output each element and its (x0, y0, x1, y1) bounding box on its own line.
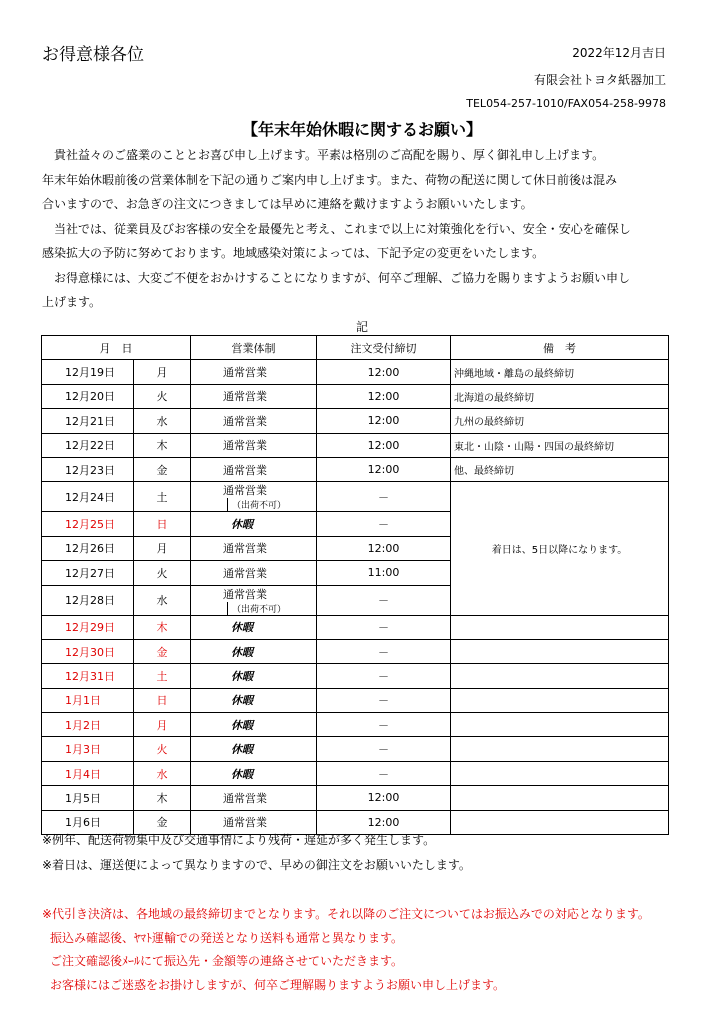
row-note: 他、最終締切 (451, 457, 669, 481)
table-row (42, 664, 669, 688)
row-business (191, 615, 317, 639)
row-weekday: 水 (134, 409, 191, 433)
body-line: お得意様には、大変ご不便をおかけすることになりますが、何卒ご理解、ご協力を賜りますようお願い申し (42, 270, 631, 285)
row-note (451, 810, 669, 834)
row-business (191, 409, 317, 433)
row-date: 1月6日 (42, 810, 134, 834)
row-business (191, 384, 317, 408)
no-shipping-label: （出荷不可） (227, 602, 286, 615)
row-date: 12月24日 (42, 482, 134, 512)
row-cutoff: － (317, 664, 451, 688)
row-note: 九州の最終締切 (451, 409, 669, 433)
business-label: 休暇 (231, 718, 253, 732)
row-note (451, 713, 669, 737)
business-label: 休暇 (231, 518, 253, 532)
no-shipping-label: （出荷不可） (227, 498, 286, 511)
row-note (451, 761, 669, 785)
table-row (42, 384, 669, 408)
header-cutoff: 注文受付締切 (317, 336, 451, 360)
row-cutoff: 12:00 (317, 457, 451, 481)
row-business (191, 761, 317, 785)
row-weekday: 火 (134, 561, 191, 585)
ki-heading: 記 (355, 320, 368, 334)
business-label: 通常営業 (223, 463, 267, 477)
row-weekday: 月 (134, 713, 191, 737)
body-line: 当社では、従業員及びお客様の安全を最優先と考え、これまで以上に対策強化を行い、安全・安心を確保し (42, 221, 631, 236)
body-line: 合いますので、お急ぎの注文につきましては早めに連絡を戴けますようお願いいたします。 (42, 197, 533, 211)
row-cutoff: 12:00 (317, 786, 451, 810)
note-line: ※例年、配送荷物集中及び交通事情により残荷・遅延が多く発生します。 (42, 833, 436, 847)
row-cutoff: － (317, 482, 451, 512)
row-date: 12月22日 (42, 433, 134, 457)
row-business (191, 536, 317, 560)
business-label: 通常営業 (223, 484, 267, 498)
row-weekday: 金 (134, 457, 191, 481)
row-date: 12月29日 (42, 615, 134, 639)
row-date: 12月23日 (42, 457, 134, 481)
schedule-table (41, 335, 669, 835)
header-date: 月 日 (42, 336, 191, 360)
row-date: 1月1日 (42, 688, 134, 712)
business-label: 休暇 (231, 645, 253, 659)
row-business (191, 360, 317, 384)
row-cutoff: － (317, 615, 451, 639)
row-note (451, 688, 669, 712)
row-cutoff: － (317, 761, 451, 785)
row-cutoff: － (317, 713, 451, 737)
table-row (42, 433, 669, 457)
body-line: 感染拡大の予防に努めております。地域感染対策によっては、下記予定の変更をいたします。 (42, 246, 545, 260)
row-weekday: 木 (134, 786, 191, 810)
row-note (451, 737, 669, 761)
row-business (191, 737, 317, 761)
row-date: 12月20日 (42, 384, 134, 408)
row-cutoff: 12:00 (317, 433, 451, 457)
business-label: 通常営業 (223, 587, 267, 601)
row-weekday: 金 (134, 810, 191, 834)
business-label: 通常営業 (223, 542, 267, 556)
row-weekday: 木 (134, 433, 191, 457)
business-label: 通常営業 (223, 791, 267, 805)
table-row (42, 688, 669, 712)
table-row (42, 786, 669, 810)
table-row (42, 615, 669, 639)
row-weekday: 火 (134, 737, 191, 761)
row-business (191, 713, 317, 737)
company-name: 有限会社トヨタ紙器加工 (533, 73, 666, 87)
row-date: 1月5日 (42, 786, 134, 810)
row-note (451, 786, 669, 810)
business-label: 休暇 (231, 767, 253, 781)
row-weekday: 火 (134, 384, 191, 408)
row-business (191, 512, 317, 536)
row-date: 12月28日 (42, 585, 134, 615)
greeting: お得意様各位 (42, 45, 144, 65)
row-date: 12月25日 (42, 512, 134, 536)
row-weekday: 金 (134, 639, 191, 663)
row-business (191, 433, 317, 457)
row-date: 12月27日 (42, 561, 134, 585)
payment-note-line: お客様にはご迷惑をお掛けしますが、何卒ご理解賜りますようお願い申し上げます。 (50, 977, 506, 992)
row-cutoff: 12:00 (317, 536, 451, 560)
note-line: ※着日は、運送便によって異なりますので、早めの御注文をお願いいたします。 (42, 858, 471, 872)
table-row (42, 360, 669, 384)
business-label: 休暇 (231, 621, 253, 635)
row-date: 12月21日 (42, 409, 134, 433)
row-weekday: 土 (134, 664, 191, 688)
row-business (191, 664, 317, 688)
row-weekday: 水 (134, 761, 191, 785)
table-row (42, 713, 669, 737)
row-cutoff: － (317, 585, 451, 615)
business-label: 休暇 (231, 694, 253, 708)
table-row (42, 457, 669, 481)
row-date: 1月2日 (42, 713, 134, 737)
row-business (191, 639, 317, 663)
body-line: 年末年始休暇前後の営業体制を下記の通りご案内申し上げます。また、荷物の配送に関して休日前後は混み (42, 172, 618, 187)
row-cutoff: － (317, 512, 451, 536)
row-weekday: 日 (134, 512, 191, 536)
row-note (451, 615, 669, 639)
row-business (191, 688, 317, 712)
row-business (191, 482, 317, 512)
row-date: 12月30日 (42, 639, 134, 663)
payment-note-line: ※代引き決済は、各地域の最終締切までとなります。それ以降のご注文についてはお振込みでの対応となります。 (42, 907, 650, 921)
row-business (191, 585, 317, 615)
notes (42, 828, 471, 878)
row-cutoff: － (317, 639, 451, 663)
table-row (42, 737, 669, 761)
business-label: 休暇 (231, 669, 253, 683)
row-note: 北海道の最終締切 (451, 384, 669, 408)
row-weekday: 水 (134, 585, 191, 615)
payment-notes (42, 903, 650, 997)
body-line: 貴社益々のご盛業のこととお喜び申し上げます。平素は格別のご高配を賜り、厚く御礼申し上げます。 (42, 148, 605, 162)
row-note (451, 664, 669, 688)
body-text (42, 143, 692, 315)
business-label: 通常営業 (223, 566, 267, 580)
row-note (451, 639, 669, 663)
table-body (42, 360, 669, 835)
row-cutoff: 12:00 (317, 409, 451, 433)
header-notes: 備 考 (451, 336, 669, 360)
contact-info: TEL054-257-1010/FAX054-258-9978 (466, 97, 666, 110)
row-note: 沖縄地域・離島の最終締切 (451, 360, 669, 384)
row-date: 12月31日 (42, 664, 134, 688)
business-label: 休暇 (231, 743, 253, 757)
row-date: 1月4日 (42, 761, 134, 785)
row-cutoff: － (317, 737, 451, 761)
payment-note-line: 振込み確認後、ﾔﾏﾄ運輸での発送となり送料も通常と異なります。 (50, 930, 404, 945)
row-date: 12月26日 (42, 536, 134, 560)
merged-note: 着日は、5日以降になります。 (451, 482, 669, 615)
row-date: 12月19日 (42, 360, 134, 384)
business-label: 通常営業 (223, 439, 267, 453)
row-cutoff: 12:00 (317, 360, 451, 384)
row-cutoff: － (317, 688, 451, 712)
row-cutoff: 12:00 (317, 810, 451, 834)
page-title: 【年末年始休暇に関するお願い】 (241, 120, 482, 139)
payment-note-line: ご注文確認後ﾒｰﾙにて振込先・金額等の連絡させていただきます。 (50, 954, 404, 968)
row-business (191, 457, 317, 481)
row-cutoff: 12:00 (317, 384, 451, 408)
row-weekday: 月 (134, 536, 191, 560)
business-label: 通常営業 (223, 414, 267, 428)
table-row (42, 639, 669, 663)
row-weekday: 月 (134, 360, 191, 384)
row-business (191, 786, 317, 810)
table-header-row (42, 336, 669, 360)
business-label: 通常営業 (223, 816, 267, 830)
row-weekday: 木 (134, 615, 191, 639)
table-row (42, 409, 669, 433)
row-cutoff: 11:00 (317, 561, 451, 585)
row-weekday: 日 (134, 688, 191, 712)
row-business (191, 561, 317, 585)
body-line: 上げます。 (42, 295, 102, 309)
business-label: 通常営業 (223, 366, 267, 380)
table-row (42, 761, 669, 785)
business-label: 通常営業 (223, 390, 267, 404)
row-note: 東北・山陰・山陽・四国の最終締切 (451, 433, 669, 457)
issue-date: 2022年12月吉日 (572, 46, 666, 60)
row-weekday: 土 (134, 482, 191, 512)
row-date: 1月3日 (42, 737, 134, 761)
table-row (42, 482, 669, 512)
header-business: 営業体制 (191, 336, 317, 360)
